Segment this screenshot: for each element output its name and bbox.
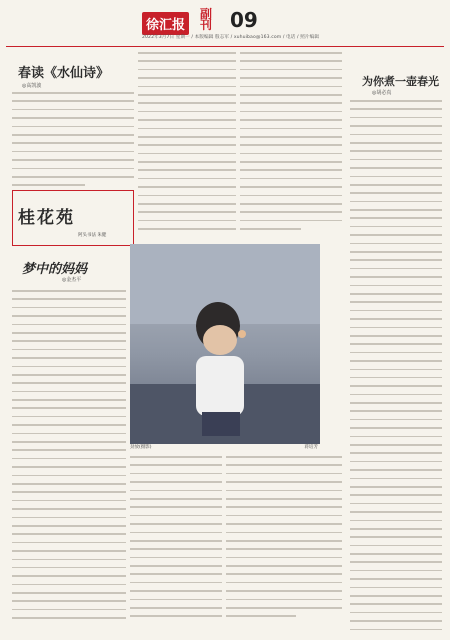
newspaper-logo: 徐汇报 xyxy=(142,12,189,35)
calligraphy-credit: 阿头书法 朱健 xyxy=(78,233,107,238)
article-body xyxy=(12,290,126,630)
header-rule xyxy=(6,46,444,47)
calligraphy-title: 桂花苑 xyxy=(18,208,75,228)
article-body xyxy=(226,456,342,632)
article-body xyxy=(12,92,134,190)
masthead xyxy=(0,0,450,46)
article-body xyxy=(130,456,222,632)
article-title: 春读《水仙诗》 xyxy=(18,66,110,81)
article-title: 为你煮一壶春光 xyxy=(362,75,439,88)
child-photo xyxy=(130,244,320,444)
issue-meta: 2022年3月7日 星期一 / 本版编辑 殷志军 / xuhuibao@163.com / 电话 / 照片编辑 xyxy=(142,35,320,40)
article-author: ◎胡必真 xyxy=(372,90,392,96)
article-author: ◎高凯波 xyxy=(22,83,42,89)
section-label-line-2: 刊 xyxy=(200,18,213,32)
article-body xyxy=(138,52,236,240)
article-body xyxy=(350,100,442,630)
photo-credit: 蒋培芳 xyxy=(304,445,318,450)
article-author: ◎金杰平 xyxy=(62,277,82,283)
section-label xyxy=(200,9,212,31)
page-number: 09 xyxy=(230,8,258,32)
section-label-line-1: 副 xyxy=(200,7,213,21)
photo-caption-text: 劲放(摄影) xyxy=(130,445,152,450)
photo-caption xyxy=(130,444,320,452)
article-title: 梦中的妈妈 xyxy=(22,262,88,277)
article-body xyxy=(240,52,342,240)
